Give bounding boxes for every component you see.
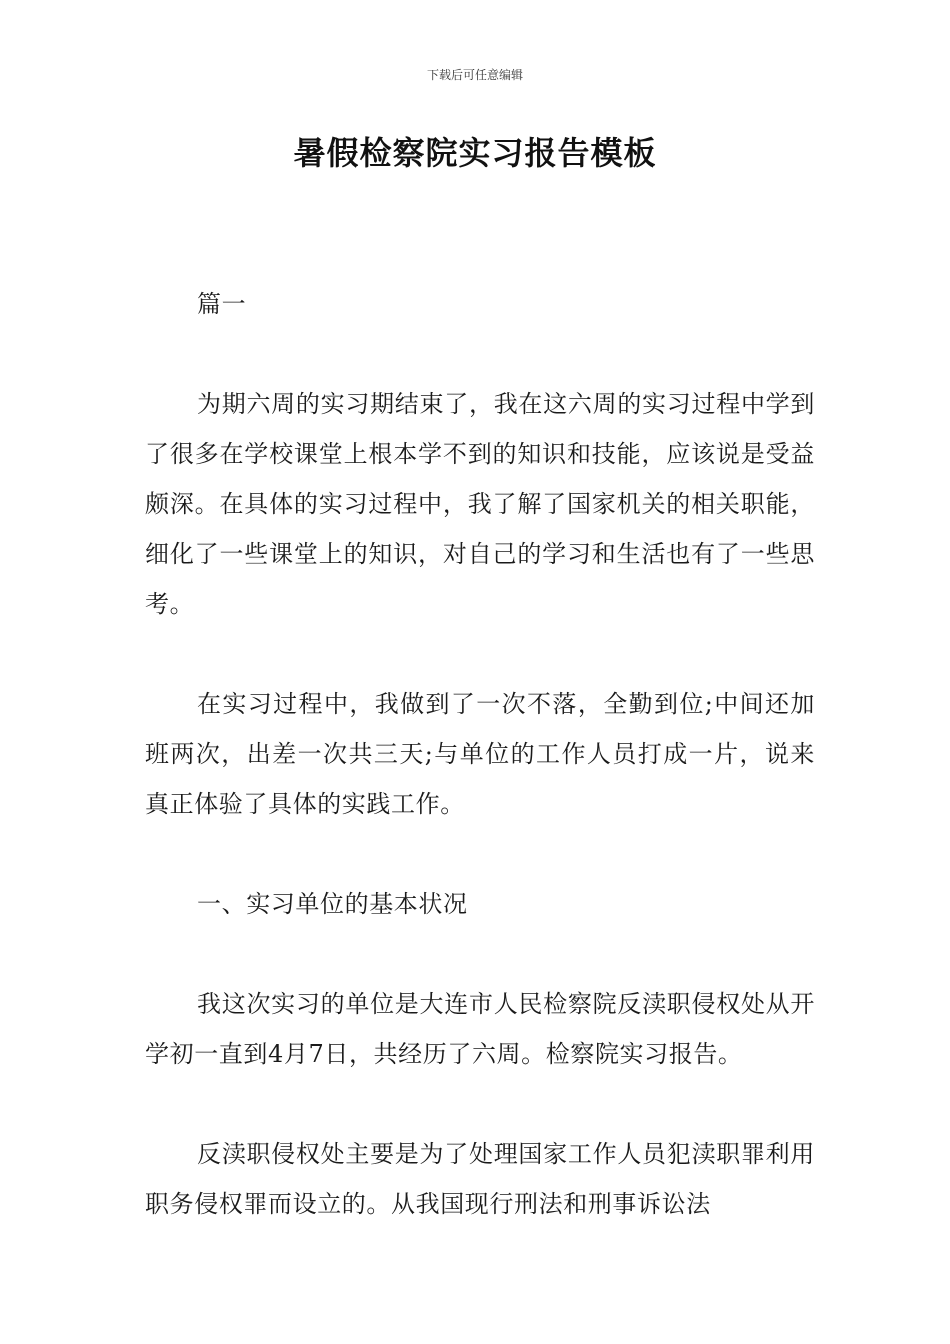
document-title: 暑假检察院实习报告模板 (293, 134, 657, 172)
document-body (145, 279, 815, 1229)
paragraph-3: 我这次实习的单位是大连市人民检察院反渎职侵权处从开学初一直到4月7日，共经历了六周。检察院实习报告。 (145, 990, 815, 1068)
header-note: 下载后可任意编辑 (426, 68, 523, 82)
section-heading: 一、实习单位的基本状况 (197, 890, 468, 918)
paragraph-1: 为期六周的实习期结束了，我在这六周的实习过程中学到了很多在学校课堂上根本学不到的知识和技能，应该说是受益颇深。在具体的实习过程中，我了解了国家机关的相关职能，细化了一些课堂上的知识，对自己的学习和生活也有了一些思考。 (145, 390, 815, 618)
section-label: 篇一 (197, 290, 247, 318)
paragraph-4: 反渎职侵权处主要是为了处理国家工作人员犯渎职罪利用职务侵权罪而设立的。从我国现行刑法和刑事诉讼法 (145, 1140, 815, 1218)
paragraph-2: 在实习过程中，我做到了一次不落，全勤到位;中间还加班两次，出差一次共三天;与单位的工作人员打成一片，说来真正体验了具体的实践工作。 (145, 690, 815, 818)
